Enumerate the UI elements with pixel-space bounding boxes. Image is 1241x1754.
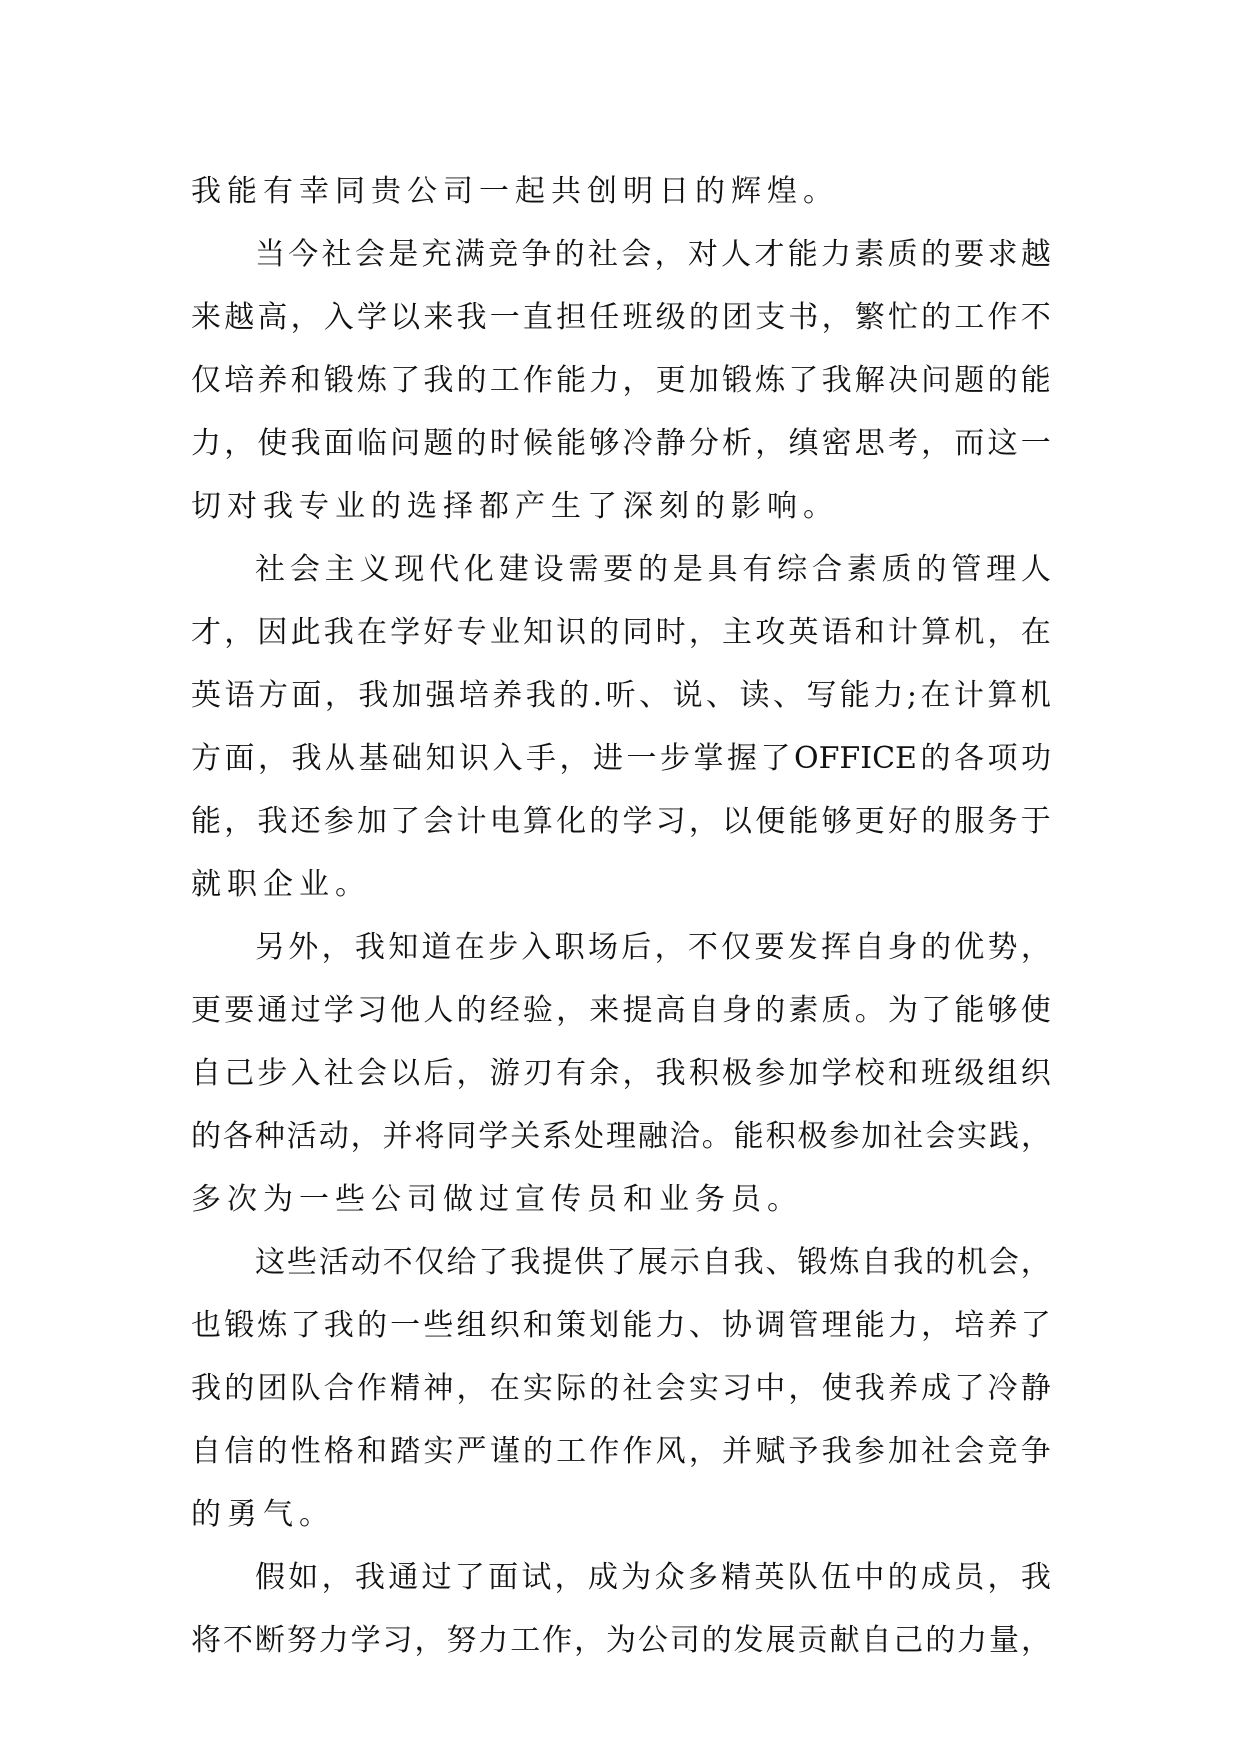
text-line: 我 的 团 队 合 作 精 神 ， 在 实 际 的 社 会 实 习 中 ， 使 我 养 成 了 冷 静	[191, 1371, 1051, 1406]
text-line: 社 会 主 义 现 代 化 建 设 需 要 的 是 具 有 综 合 素 质 的 管 理 人	[255, 552, 1051, 587]
text-line: 切对我专业的选择都产生了深刻的影响。	[191, 489, 839, 524]
text-line: 我能有幸同贵公司一起共创明日的辉煌。	[191, 174, 839, 209]
text-line: 多次为一些公司做过宣传员和业务员。	[191, 1182, 803, 1217]
text-line: 就职企业。	[191, 867, 371, 902]
text-line: 自 己 步 入 社 会 以 后 ， 游 刃 有 余 ， 我 积 极 参 加 学 校 和 班 级 组 织	[191, 1056, 1051, 1091]
text-line: 自 信 的 性 格 和 踏 实 严 谨 的 工 作 作 风 ， 并 赋 予 我 参 加 社 会 竞 争	[191, 1434, 1051, 1469]
text-line: 这 些 活 动 不 仅 给 了 我 提 供 了 展 示 自 我 、 锻 炼 自 我 的 机 会 ，	[255, 1245, 1051, 1280]
document-body	[191, 160, 1051, 1672]
text-line: 的 各 种 活 动 ， 并 将 同 学 关 系 处 理 融 洽 。 能 积 极 参 加 社 会 实 践 ，	[191, 1119, 1051, 1154]
text-line: 假 如 ， 我 通 过 了 面 试 ， 成 为 众 多 精 英 队 伍 中 的 成 员 ， 我	[255, 1560, 1051, 1595]
text-line: 才 ， 因 此 我 在 学 好 专 业 知 识 的 同 时 ， 主 攻 英 语 和 计 算 机 ， 在	[191, 615, 1051, 650]
text-line: 也 锻 炼 了 我 的 一 些 组 织 和 策 划 能 力 、 协 调 管 理 能 力 ， 培 养 了	[191, 1308, 1051, 1343]
text-line: 方 面 ， 我 从 基 础 知 识 入 手 ， 进 一 步 掌 握 了 OFFICE 的 各 项 功	[191, 741, 1051, 776]
text-line: 另 外 ， 我 知 道 在 步 入 职 场 后 ， 不 仅 要 发 挥 自 身 的 优 势 ，	[255, 930, 1051, 965]
text-line: 更 要 通 过 学 习 他 人 的 经 验 ， 来 提 高 自 身 的 素 质 。 为 了 能 够 使	[191, 993, 1051, 1028]
text-line: 将 不 断 努 力 学 习 ， 努 力 工 作 ， 为 公 司 的 发 展 贡 献 自 己 的 力 量 ，	[191, 1623, 1051, 1658]
text-line: 当 今 社 会 是 充 满 竞 争 的 社 会 ， 对 人 才 能 力 素 质 的 要 求 越	[255, 237, 1051, 272]
text-line: 力 ， 使 我 面 临 问 题 的 时 候 能 够 冷 静 分 析 ， 缜 密 思 考 ， 而 这 一	[191, 426, 1051, 461]
text-line: 英 语 方 面 ， 我 加 强 培 养 我 的 . 听 、 说 、 读 、 写 能 力 ; 在 计 算 机	[191, 678, 1051, 713]
text-line: 能 ， 我 还 参 加 了 会 计 电 算 化 的 学 习 ， 以 便 能 够 更 好 的 服 务 于	[191, 804, 1051, 839]
text-line: 来 越 高 ， 入 学 以 来 我 一 直 担 任 班 级 的 团 支 书 ， 繁 忙 的 工 作 不	[191, 300, 1051, 335]
text-line: 的勇气。	[191, 1497, 335, 1532]
text-line: 仅 培 养 和 锻 炼 了 我 的 工 作 能 力 ， 更 加 锻 炼 了 我 解 决 问 题 的 能	[191, 363, 1051, 398]
